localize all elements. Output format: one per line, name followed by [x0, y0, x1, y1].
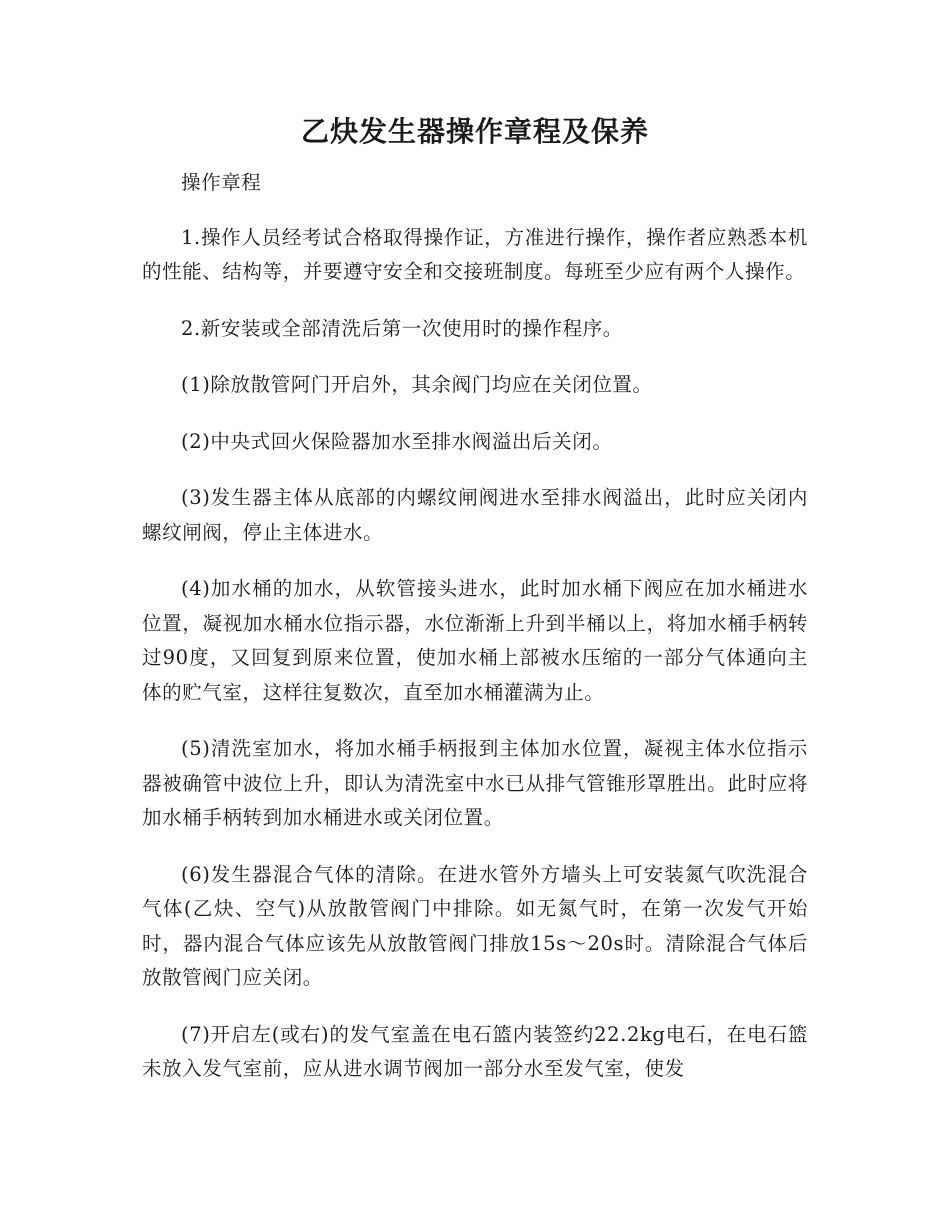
document-title: 乙炔发生器操作章程及保养: [300, 115, 649, 148]
paragraph-2: 2.新安装或全部清洗后第一次使用时的操作程序。: [181, 316, 623, 340]
section-heading: 操作章程: [181, 171, 262, 194]
paragraph-9: (7)开启左(或右)的发气室盖在电石篮内装签约22.2kg电石，在电石篮未放入发气室前，应从进水调节阀加一部分水至发气室，使发: [142, 1022, 808, 1080]
paragraph-8: (6)发生器混合气体的清除。在进水管外方墙头上可安装氮气吹洗混合气体(乙炔、空气)从放散管阀门中排除。如无氮气时，在第一次发气开始时，器内混合气体应该先从放散管阀门排放15s～20s时。清除混合气体后放散管阀门应关闭。: [142, 862, 808, 989]
paragraph-7: (5)清洗室加水，将加水桶手柄报到主体加水位置，凝视主体水位指示器被确管中波位上升，即认为清洗室中水已从排气管锥形罩胜出。此时应将加水桶手柄转到加水桶进水或关闭位置。: [142, 737, 808, 829]
paragraph-1: 1.操作人员经考试合格取得操作证，方准进行操作，操作者应熟悉本机的性能、结构等，并要遵守安全和交接班制度。每班至少应有两个人操作。: [142, 225, 808, 283]
paragraph-6: (4)加水桶的加水，从软管接头进水，此时加水桶下阀应在加水桶进水位置，凝视加水桶水位指示器，水位渐渐上升到半桶以上，将加水桶手柄转过90度，又回复到原来位置，使加水桶上部被水压缩的一部分气体通向主体的贮气室，这样往复数次，直至加水桶灌满为止。: [142, 577, 808, 704]
paragraph-3: (1)除放散管阿门开启外，其余阀门均应在关闭位置。: [181, 373, 653, 396]
paragraph-5: (3)发生器主体从底部的内螺纹闸阀进水至排水阀溢出，此时应关闭内螺纹闸阀，停止主体进水。: [142, 486, 808, 544]
paragraph-4: (2)中央式回火保险器加水至排水阀溢出后关闭。: [181, 429, 613, 453]
document-body: [142, 166, 808, 1109]
